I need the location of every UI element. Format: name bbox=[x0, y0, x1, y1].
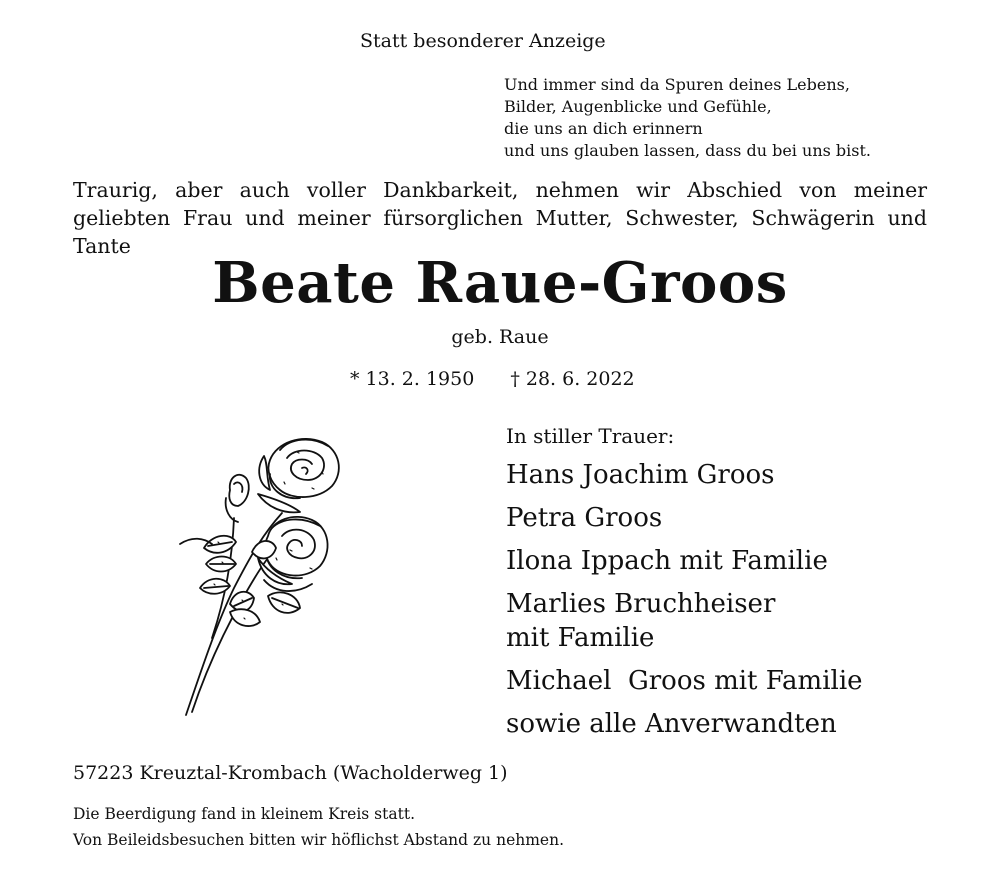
mourners-list bbox=[506, 458, 863, 750]
intro-line: Traurig, aber auch voller Dankbarkeit, nehmen wir Abschied von meiner bbox=[73, 178, 927, 202]
mourner-name: Michael Groos mit Familie bbox=[506, 666, 863, 696]
mourner-name: Ilona Ippach mit Familie bbox=[506, 546, 828, 576]
birth-name: geb. Raue bbox=[451, 326, 549, 348]
birth-date: * 13. 2. 1950 bbox=[350, 368, 475, 390]
mourner-name: Petra Groos bbox=[506, 503, 663, 533]
life-dates bbox=[350, 368, 635, 390]
roses-icon bbox=[172, 428, 350, 724]
address: 57223 Kreuztal-Krombach (Wacholderweg 1) bbox=[73, 762, 508, 784]
death-date: † 28. 6. 2022 bbox=[510, 368, 635, 390]
intro-line: Tante bbox=[73, 234, 131, 258]
mourner-name: Marlies Bruchheiser mit Familie bbox=[506, 589, 776, 653]
mourner-name: sowie alle Anverwandten bbox=[506, 709, 837, 739]
deceased-name: Beate Raue-Groos bbox=[212, 250, 788, 316]
mourning-label: In stiller Trauer: bbox=[506, 424, 675, 448]
intro-text bbox=[73, 176, 927, 260]
poem bbox=[504, 74, 871, 162]
notice-header: Statt besonderer Anzeige bbox=[360, 30, 606, 52]
poem-line: Bilder, Augenblicke und Gefühle, bbox=[504, 97, 772, 116]
poem-line: Und immer sind da Spuren deines Lebens, bbox=[504, 75, 850, 94]
intro-line: geliebten Frau und meiner fürsorglichen Mutter, Schwester, Schwägerin und bbox=[73, 206, 927, 230]
condolence-note: Von Beileidsbesuchen bitten wir höflichst Abstand zu nehmen. bbox=[73, 831, 565, 849]
poem-line: und uns glauben lassen, dass du bei uns bist. bbox=[504, 141, 871, 160]
mourner-name: Hans Joachim Groos bbox=[506, 460, 775, 490]
funeral-note: Die Beerdigung fand in kleinem Kreis statt. bbox=[73, 805, 415, 823]
poem-line: die uns an dich erinnern bbox=[504, 119, 703, 138]
